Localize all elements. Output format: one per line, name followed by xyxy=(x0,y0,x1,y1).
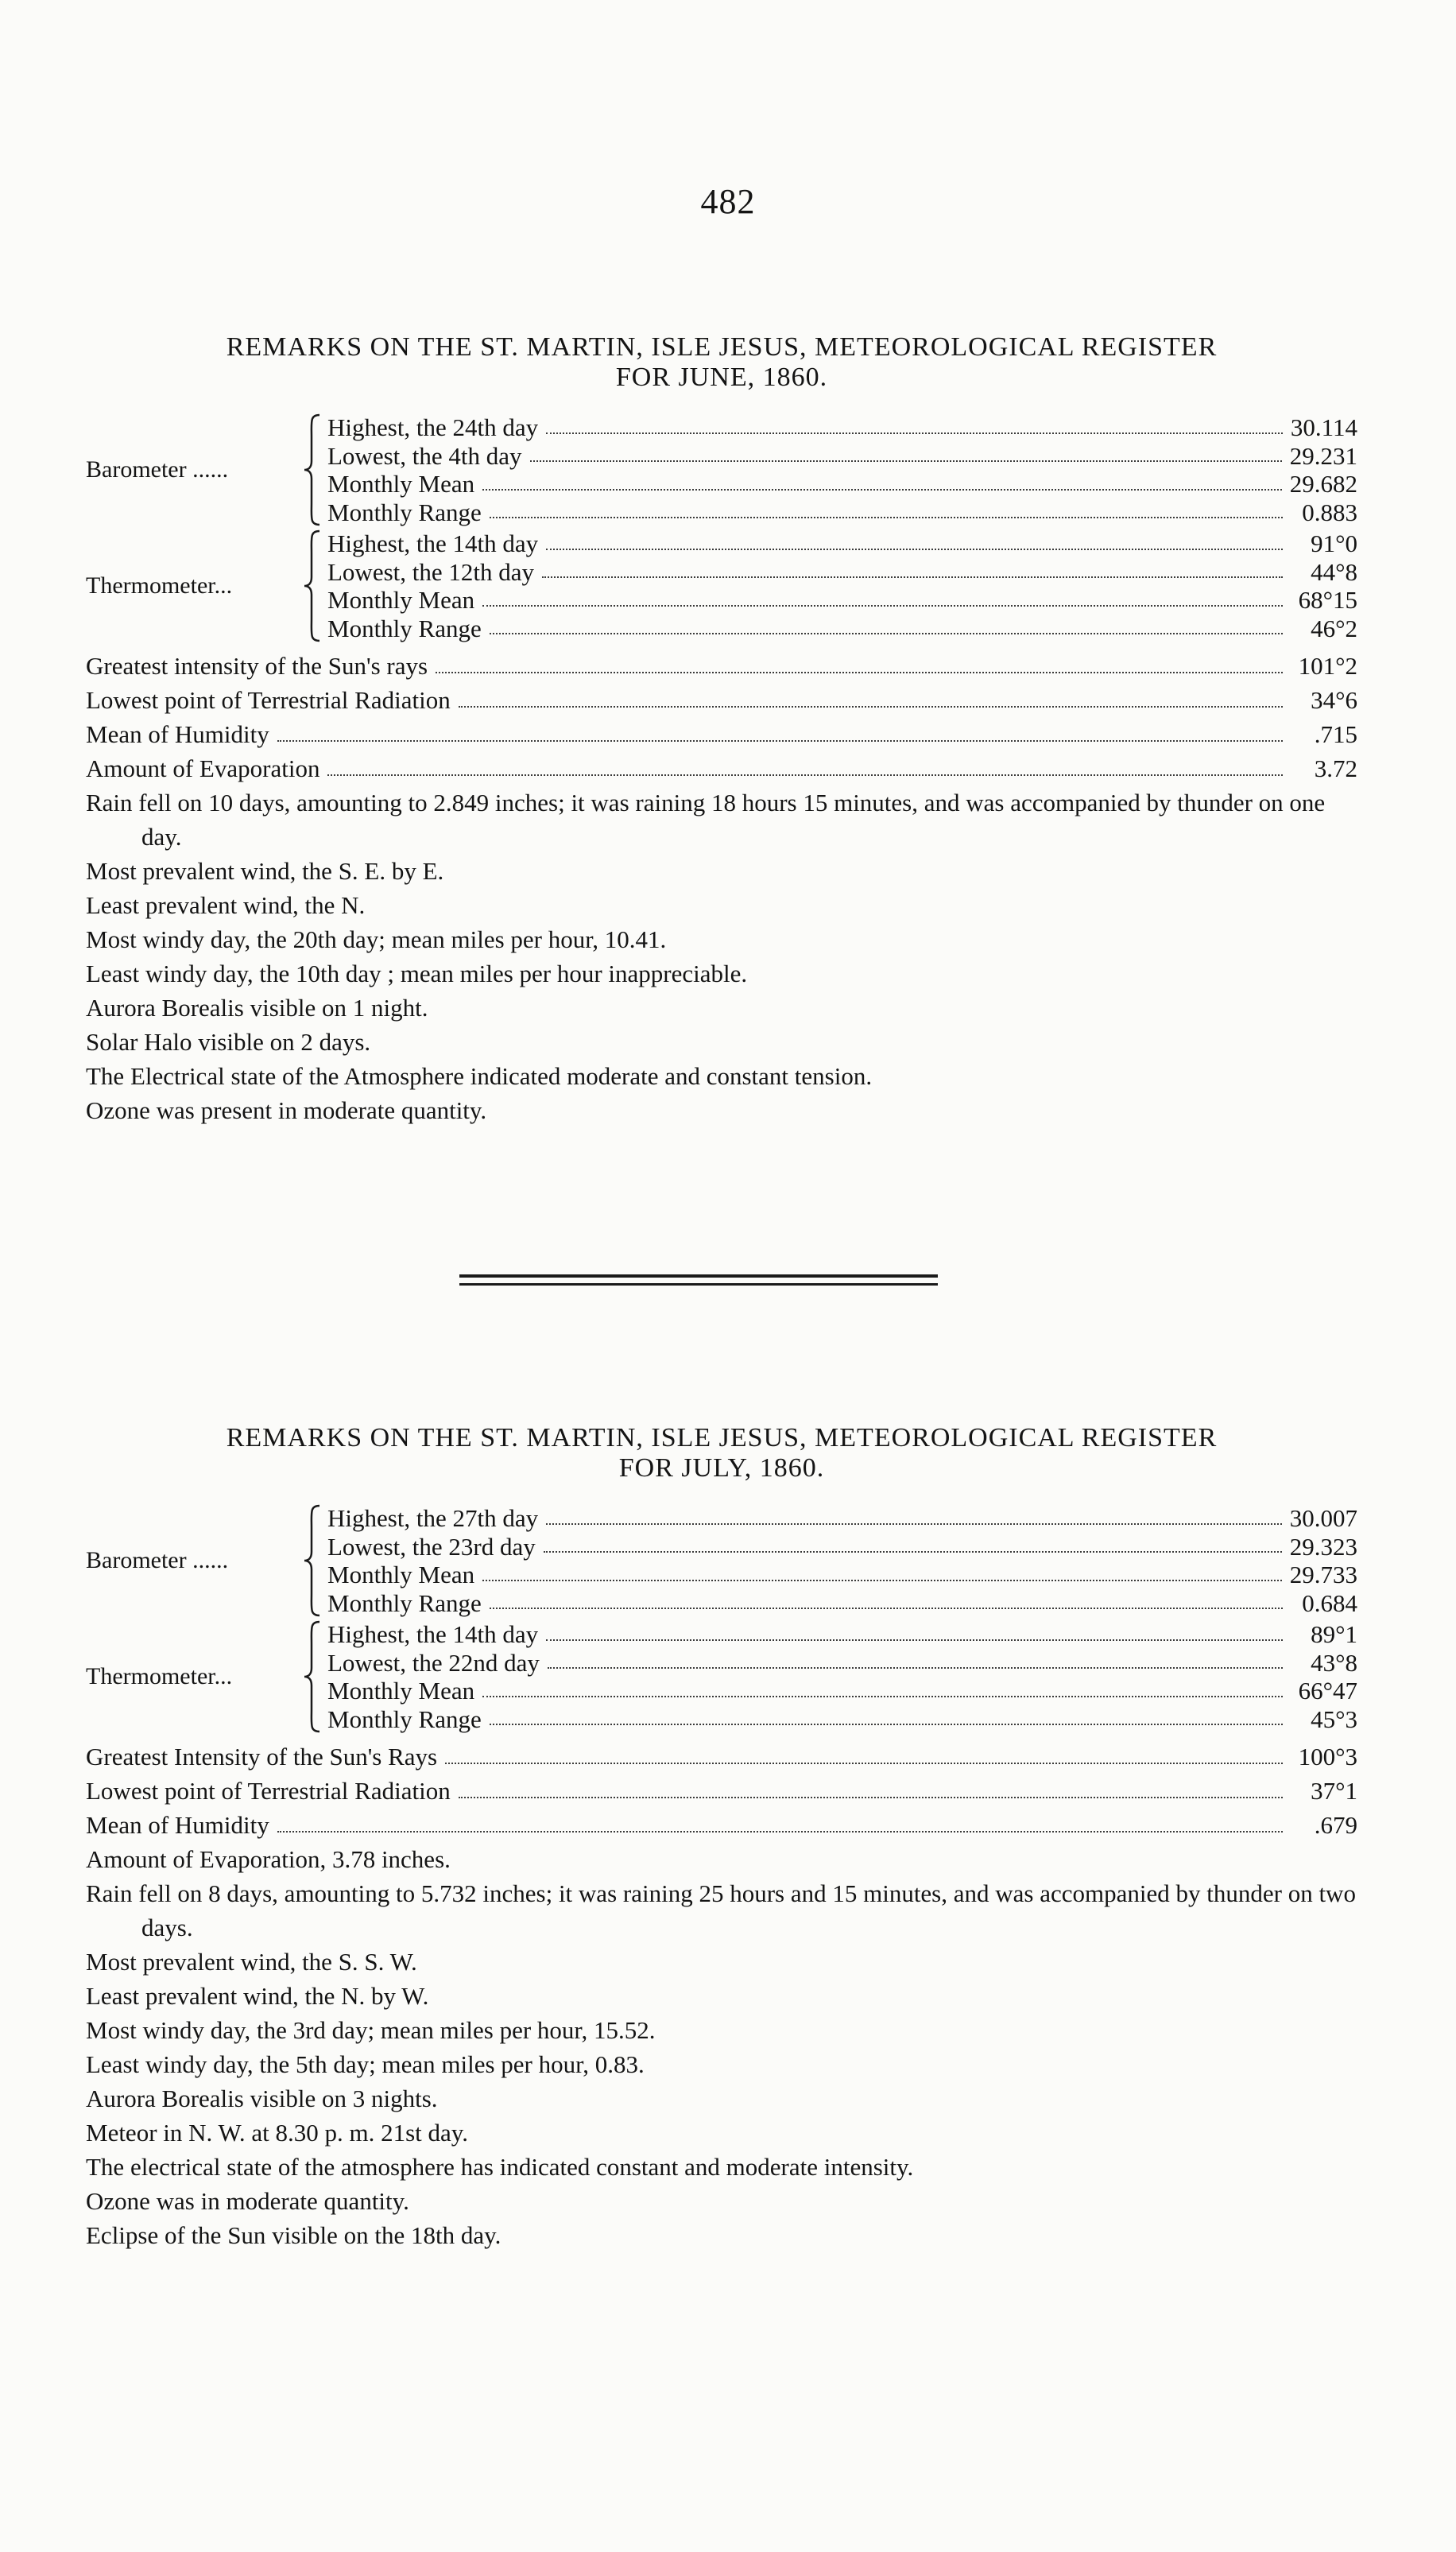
leader-dots xyxy=(482,1579,1282,1581)
july-thermometer-label: Thermometer... xyxy=(86,1663,233,1689)
stat-row xyxy=(86,1739,1357,1774)
leader-dots xyxy=(445,1763,1283,1764)
row-value: 44°8 xyxy=(1311,557,1357,586)
june-barometer-row xyxy=(327,442,1357,471)
june-heading xyxy=(86,332,1357,393)
stat-value: 37°1 xyxy=(1311,1777,1357,1805)
leader-dots xyxy=(546,1522,1282,1525)
stat-label: Lowest point of Terrestrial Radiation xyxy=(86,686,451,714)
july-stats xyxy=(86,1739,1357,1842)
remark-line: Solar Halo visible on 2 days. xyxy=(86,1028,371,1056)
remark-line: Ozone was in moderate quantity. xyxy=(86,2187,409,2215)
remark-line: Eclipse of the Sun visible on the 18th day. xyxy=(86,2221,501,2249)
july-heading xyxy=(86,1423,1357,1483)
stat-value: 100°3 xyxy=(1298,1743,1357,1770)
row-label: Monthly Mean xyxy=(327,1677,475,1705)
stat-row xyxy=(86,683,1357,717)
june-thermometer-row xyxy=(327,529,1357,558)
row-label: Highest, the 27th day xyxy=(327,1504,539,1532)
row-value: 66°47 xyxy=(1298,1677,1357,1705)
july-remarks xyxy=(86,1842,1357,2252)
leader-dots xyxy=(530,460,1282,462)
row-value: 43°8 xyxy=(1311,1648,1357,1677)
remark-line: Most windy day, the 3rd day; mean miles per hour, 15.52. xyxy=(86,2016,656,2044)
remark-line: Aurora Borealis visible on 3 nights. xyxy=(86,2085,438,2112)
leader-dots xyxy=(490,516,1283,518)
row-value: 29.682 xyxy=(1289,470,1357,498)
brace-icon xyxy=(302,529,323,642)
june-heading-line-1: REMARKS ON THE ST. MARTIN, ISLE JESUS, METEOROLOGICAL REGISTER xyxy=(226,332,1218,362)
row-label: Lowest, the 22nd day xyxy=(327,1648,540,1677)
remark-line: Least prevalent wind, the N. xyxy=(86,891,366,919)
remark-line: Amount of Evaporation, 3.78 inches. xyxy=(86,1845,451,1873)
june-stats xyxy=(86,649,1357,785)
leader-dots xyxy=(490,1723,1283,1725)
row-value: 68°15 xyxy=(1298,586,1357,614)
stat-label: Mean of Humidity xyxy=(86,1811,269,1839)
july-heading-line-2: FOR JULY, 1860. xyxy=(618,1453,825,1483)
row-label: Lowest, the 23rd day xyxy=(327,1532,536,1561)
leader-dots xyxy=(459,706,1283,708)
stat-label: Greatest intensity of the Sun's rays xyxy=(86,652,428,680)
remark-line: Most prevalent wind, the S. E. by E. xyxy=(86,857,444,885)
stat-label: Greatest Intensity of the Sun's Rays xyxy=(86,1743,438,1770)
june-barometer-row xyxy=(327,498,1357,527)
stat-value: 3.72 xyxy=(1314,754,1357,782)
june-section xyxy=(86,332,1357,1127)
july-barometer-row xyxy=(327,1533,1357,1561)
row-label: Lowest, the 4th day xyxy=(327,441,522,470)
june-barometer-group xyxy=(86,413,1357,526)
remark-line: Ozone was present in moderate quantity. xyxy=(86,1096,487,1124)
june-remarks xyxy=(86,785,1357,1127)
brace-icon xyxy=(302,413,323,526)
leader-dots xyxy=(490,1607,1283,1609)
row-value: 29.231 xyxy=(1289,441,1357,470)
row-label: Lowest, the 12th day xyxy=(327,557,535,586)
leader-dots xyxy=(482,1695,1283,1697)
july-section xyxy=(86,1423,1357,2252)
stat-label: Mean of Humidity xyxy=(86,720,269,748)
july-barometer-group xyxy=(86,1504,1357,1617)
leader-dots xyxy=(482,604,1283,607)
row-label: Monthly Mean xyxy=(327,470,475,498)
june-thermometer-row xyxy=(327,586,1357,615)
row-value: 45°3 xyxy=(1311,1705,1357,1733)
leader-dots xyxy=(327,774,1283,776)
leader-dots xyxy=(482,488,1282,491)
july-thermometer-group xyxy=(86,1620,1357,1733)
stat-value: .679 xyxy=(1314,1811,1357,1839)
leader-dots xyxy=(546,548,1283,550)
june-thermometer-row xyxy=(327,558,1357,587)
row-value: 30.114 xyxy=(1290,413,1357,441)
brace-icon xyxy=(302,1504,323,1617)
remark-line: Least prevalent wind, the N. by W. xyxy=(86,1982,429,2010)
row-label: Monthly Mean xyxy=(327,1561,475,1588)
june-barometer-label: Barometer ...... xyxy=(86,456,229,483)
row-label: Monthly Range xyxy=(327,498,482,526)
july-barometer-row xyxy=(327,1589,1357,1618)
remark-line: Least windy day, the 5th day; mean miles per hour, 0.83. xyxy=(86,2050,645,2078)
brace-icon xyxy=(302,1620,323,1733)
june-barometer-row xyxy=(327,470,1357,498)
remark-line: Least windy day, the 10th day ; mean miles per hour inappreciable. xyxy=(86,960,748,987)
leader-dots xyxy=(544,1550,1282,1553)
row-value: 29.323 xyxy=(1289,1532,1357,1561)
stat-value: 101°2 xyxy=(1298,652,1357,680)
july-thermometer-row xyxy=(327,1649,1357,1677)
row-value: 29.733 xyxy=(1289,1561,1357,1588)
stat-row xyxy=(86,717,1357,751)
leader-dots xyxy=(548,1666,1283,1669)
leader-dots xyxy=(277,740,1283,742)
row-label: Monthly Range xyxy=(327,1705,482,1733)
row-value: 0.684 xyxy=(1302,1588,1357,1617)
row-label: Highest, the 14th day xyxy=(327,529,539,557)
june-barometer-row xyxy=(327,413,1357,442)
june-thermometer-label: Thermometer... xyxy=(86,572,233,599)
remark-line: Most prevalent wind, the S. S. W. xyxy=(86,1948,417,1976)
remark-line: Most windy day, the 20th day; mean miles per hour, 10.41. xyxy=(86,925,667,953)
july-thermometer-row xyxy=(327,1620,1357,1649)
stat-row xyxy=(86,1808,1357,1842)
leader-dots xyxy=(436,672,1283,673)
remark-line: Meteor in N. W. at 8.30 p. m. 21st day. xyxy=(86,2119,469,2147)
june-thermometer-group xyxy=(86,529,1357,642)
july-barometer-label: Barometer ...... xyxy=(86,1547,229,1573)
page-number: 482 xyxy=(700,182,756,221)
row-label: Monthly Range xyxy=(327,614,482,642)
row-value: 89°1 xyxy=(1311,1620,1357,1648)
row-value: 0.883 xyxy=(1302,498,1357,526)
leader-dots xyxy=(490,632,1283,634)
row-label: Highest, the 14th day xyxy=(327,1620,539,1648)
row-value: 91°0 xyxy=(1311,529,1357,557)
leader-dots xyxy=(542,576,1283,578)
stat-row xyxy=(86,1774,1357,1808)
remark-line: Aurora Borealis visible on 1 night. xyxy=(86,994,428,1022)
june-thermometer-row xyxy=(327,615,1357,643)
july-barometer-row xyxy=(327,1504,1357,1533)
remark-line: The electrical state of the atmosphere has indicated constant and moderate intensity. xyxy=(86,2153,914,2181)
row-label: Highest, the 24th day xyxy=(327,413,539,441)
july-barometer-row xyxy=(327,1561,1357,1589)
july-thermometer-row xyxy=(327,1677,1357,1705)
remark-line: Rain fell on 10 days, amounting to 2.849 inches; it was raining 18 hours 15 minutes, and was accompanied by thunder on one day. xyxy=(86,789,1326,851)
leader-dots xyxy=(277,1831,1283,1833)
june-heading-line-2: FOR JUNE, 1860. xyxy=(615,363,828,392)
leader-dots xyxy=(459,1797,1283,1798)
july-heading-line-1: REMARKS ON THE ST. MARTIN, ISLE JESUS, METEOROLOGICAL REGISTER xyxy=(226,1423,1218,1452)
leader-dots xyxy=(546,432,1283,434)
leader-dots xyxy=(546,1639,1283,1641)
section-divider xyxy=(459,1274,938,1287)
row-label: Monthly Mean xyxy=(327,586,475,614)
row-value: 30.007 xyxy=(1289,1504,1357,1532)
remark-line: Rain fell on 8 days, amounting to 5.732 inches; it was raining 25 hours and 15 minutes, and was accompanied by thunder on two days. xyxy=(86,1879,1356,1941)
stat-label: Amount of Evaporation xyxy=(86,754,320,782)
row-label: Monthly Range xyxy=(327,1588,482,1617)
stat-row xyxy=(86,751,1357,785)
stat-value: .715 xyxy=(1314,720,1357,748)
row-value: 46°2 xyxy=(1311,614,1357,642)
stat-value: 34°6 xyxy=(1311,686,1357,714)
stat-row xyxy=(86,649,1357,683)
stat-label: Lowest point of Terrestrial Radiation xyxy=(86,1777,451,1805)
july-thermometer-row xyxy=(327,1705,1357,1734)
remark-line: The Electrical state of the Atmosphere indicated moderate and constant tension. xyxy=(86,1062,873,1090)
